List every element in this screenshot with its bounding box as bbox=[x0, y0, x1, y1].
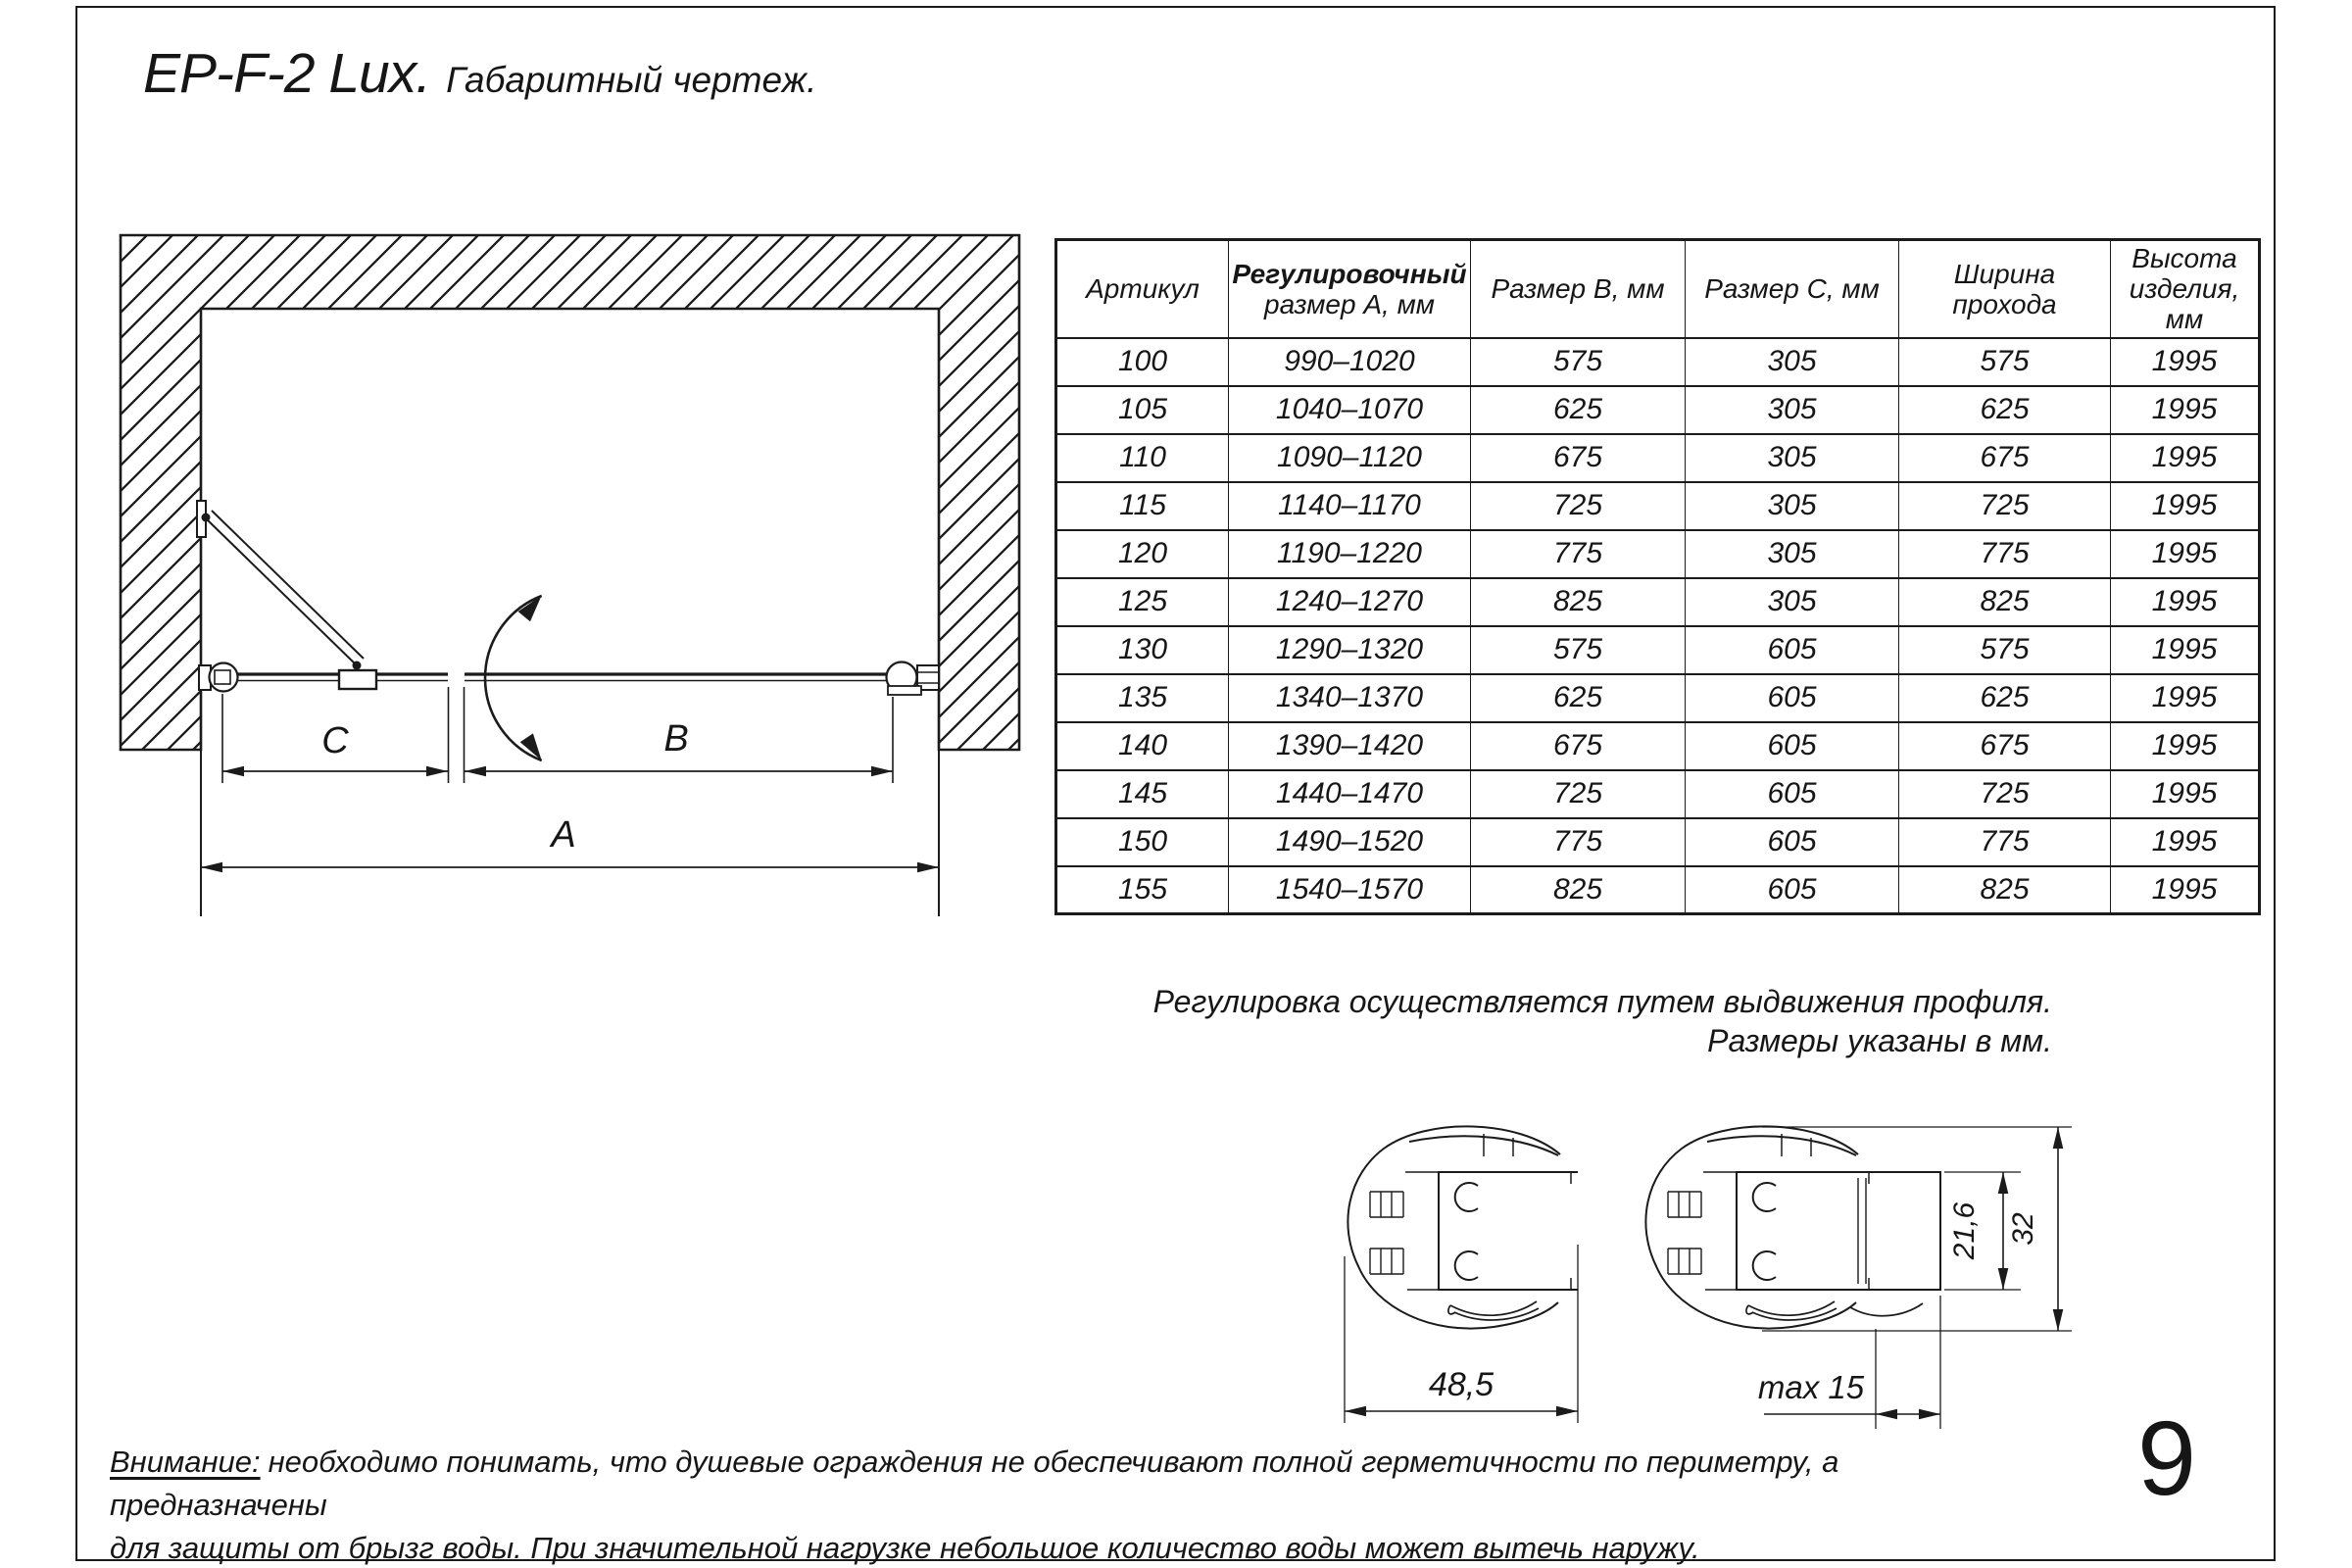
table-cell: 100 bbox=[1056, 338, 1229, 386]
extended-leaf bbox=[1876, 1172, 1940, 1290]
model-name: EP-F-2 Lux. bbox=[143, 42, 431, 105]
table-cell: 1995 bbox=[2111, 674, 2260, 722]
adjustment-notes bbox=[1153, 982, 2052, 1060]
dim-label-height: 32 bbox=[2007, 1212, 2039, 1246]
table-cell: 575 bbox=[1899, 626, 2111, 674]
table-cell: 1995 bbox=[2111, 770, 2260, 818]
table-cell: 1995 bbox=[2111, 482, 2260, 530]
dim-label-overlap: max 15 bbox=[1757, 1369, 1865, 1405]
table-row bbox=[1056, 818, 2260, 866]
table-cell: 775 bbox=[1899, 530, 2111, 578]
table-cell: 305 bbox=[1686, 530, 1899, 578]
profile-section-closed bbox=[1348, 1126, 1578, 1328]
table-row bbox=[1056, 674, 2260, 722]
col-header-size-c: Размер С, мм bbox=[1686, 240, 1899, 338]
table-cell: 625 bbox=[1471, 386, 1686, 434]
table-cell: 1995 bbox=[2111, 386, 2260, 434]
table-cell: 120 bbox=[1056, 530, 1229, 578]
table-cell: 625 bbox=[1471, 674, 1686, 722]
page-title bbox=[143, 41, 816, 106]
dim-a-arrow-left bbox=[201, 862, 222, 873]
page-number: 9 bbox=[2136, 1398, 2197, 1517]
table-cell: 1995 bbox=[2111, 866, 2260, 914]
brace-glass-pin bbox=[353, 662, 362, 670]
table-cell: 675 bbox=[1471, 434, 1686, 482]
table-cell: 775 bbox=[1471, 818, 1686, 866]
left-wall-profile-insert bbox=[215, 670, 230, 684]
plan-drawing bbox=[98, 216, 1058, 931]
table-cell: 775 bbox=[1899, 818, 2111, 866]
size-table-wrap bbox=[1054, 238, 2261, 915]
table-cell: 825 bbox=[1471, 578, 1686, 626]
table-cell: 825 bbox=[1899, 866, 2111, 914]
table-cell: 605 bbox=[1686, 866, 1899, 914]
table-cell: 1490–1520 bbox=[1229, 818, 1471, 866]
table-row bbox=[1056, 338, 2260, 386]
table-cell: 105 bbox=[1056, 386, 1229, 434]
table-cell: 1140–1170 bbox=[1229, 482, 1471, 530]
warning-line2: для защиты от брызг воды. При значительной нагрузке небольшое количество воды может вытечь наружу. bbox=[110, 1531, 1700, 1565]
table-cell: 1995 bbox=[2111, 626, 2260, 674]
dim-channel-arrow-top bbox=[1998, 1172, 2009, 1194]
table-cell: 1390–1420 bbox=[1229, 722, 1471, 770]
hinge-bracket bbox=[888, 686, 921, 695]
dim-b-arrow-left bbox=[465, 766, 486, 777]
table-cell: 305 bbox=[1686, 578, 1899, 626]
table-cell: 725 bbox=[1899, 770, 2111, 818]
dim-label-b: B bbox=[663, 718, 689, 760]
profile-sections-drawing bbox=[1303, 1068, 2097, 1480]
table-cell: 1995 bbox=[2111, 722, 2260, 770]
brace-wall-pin bbox=[202, 514, 211, 522]
table-cell: 115 bbox=[1056, 482, 1229, 530]
dim-height-arrow-bottom bbox=[2053, 1309, 2064, 1331]
table-cell: 305 bbox=[1686, 434, 1899, 482]
table-cell: 675 bbox=[1471, 722, 1686, 770]
table-cell: 1995 bbox=[2111, 530, 2260, 578]
dim-label-c: C bbox=[321, 720, 349, 761]
dim-label-a: A bbox=[551, 814, 576, 856]
table-cell: 575 bbox=[1471, 338, 1686, 386]
dim-overlap-arrow-left bbox=[1876, 1409, 1897, 1420]
wall-hatch bbox=[121, 235, 1019, 750]
warning-text bbox=[110, 1441, 2031, 1568]
table-row bbox=[1056, 722, 2260, 770]
table-row bbox=[1056, 386, 2260, 434]
size-table-header bbox=[1056, 240, 2260, 338]
table-cell: 675 bbox=[1899, 722, 2111, 770]
dim-width-arrow-left bbox=[1345, 1406, 1366, 1417]
table-cell: 1995 bbox=[2111, 578, 2260, 626]
glass-clamp bbox=[339, 670, 376, 689]
table-row bbox=[1056, 866, 2260, 914]
drawing-subtitle: Габаритный чертеж. bbox=[446, 60, 817, 100]
support-brace bbox=[205, 511, 364, 665]
note-line: Размеры указаны в мм. bbox=[1707, 1023, 2052, 1058]
col-header-article: Артикул bbox=[1056, 240, 1229, 338]
table-cell: 140 bbox=[1056, 722, 1229, 770]
table-cell: 155 bbox=[1056, 866, 1229, 914]
table-cell: 1340–1370 bbox=[1229, 674, 1471, 722]
table-cell: 1290–1320 bbox=[1229, 626, 1471, 674]
dim-height-arrow-top bbox=[2053, 1127, 2064, 1149]
dim-a-arrow-right bbox=[917, 862, 939, 873]
table-cell: 575 bbox=[1899, 338, 2111, 386]
note-line: Регулировка осуществляется путем выдвижения профиля. bbox=[1152, 984, 2052, 1019]
table-cell: 305 bbox=[1686, 482, 1899, 530]
table-cell: 625 bbox=[1899, 674, 2111, 722]
table-cell: 725 bbox=[1899, 482, 2111, 530]
table-row bbox=[1056, 434, 2260, 482]
table-cell: 1995 bbox=[2111, 818, 2260, 866]
table-cell: 625 bbox=[1899, 386, 2111, 434]
table-row bbox=[1056, 626, 2260, 674]
size-table-body bbox=[1056, 338, 2260, 914]
table-cell: 1995 bbox=[2111, 338, 2260, 386]
table-cell: 1995 bbox=[2111, 434, 2260, 482]
table-cell: 305 bbox=[1686, 338, 1899, 386]
table-row bbox=[1056, 578, 2260, 626]
table-cell: 605 bbox=[1686, 818, 1899, 866]
dim-channel-arrow-bottom bbox=[1998, 1268, 2009, 1290]
table-cell: 1040–1070 bbox=[1229, 386, 1471, 434]
table-cell: 605 bbox=[1686, 626, 1899, 674]
table-cell: 575 bbox=[1471, 626, 1686, 674]
table-row bbox=[1056, 530, 2260, 578]
table-cell: 135 bbox=[1056, 674, 1229, 722]
extended-seal bbox=[1850, 1303, 1923, 1316]
table-cell: 130 bbox=[1056, 626, 1229, 674]
table-cell: 725 bbox=[1471, 482, 1686, 530]
dim-label-width: 48,5 bbox=[1428, 1366, 1494, 1403]
table-cell: 725 bbox=[1471, 770, 1686, 818]
table-cell: 1190–1220 bbox=[1229, 530, 1471, 578]
table-row bbox=[1056, 482, 2260, 530]
warning-label: Внимание: bbox=[110, 1445, 261, 1479]
col-header-size-b: Размер В, мм bbox=[1471, 240, 1686, 338]
table-cell: 125 bbox=[1056, 578, 1229, 626]
leaf-seam bbox=[1858, 1178, 1866, 1284]
table-cell: 1240–1270 bbox=[1229, 578, 1471, 626]
size-table bbox=[1054, 238, 2261, 915]
table-cell: 775 bbox=[1471, 530, 1686, 578]
col-header-product-height: Высота изделия, мм bbox=[2111, 240, 2260, 338]
dim-b-arrow-right bbox=[871, 766, 893, 777]
dim-c-arrow-right bbox=[426, 766, 448, 777]
table-cell: 825 bbox=[1471, 866, 1686, 914]
table-cell: 150 bbox=[1056, 818, 1229, 866]
profile-section-extended bbox=[1645, 1126, 1876, 1328]
table-cell: 145 bbox=[1056, 770, 1229, 818]
table-cell: 825 bbox=[1899, 578, 2111, 626]
col-header-size-a: Регулировочный размер А, мм bbox=[1229, 240, 1471, 338]
dim-width-arrow-right bbox=[1556, 1406, 1578, 1417]
dim-c-arrow-left bbox=[222, 766, 244, 777]
table-cell: 675 bbox=[1899, 434, 2111, 482]
table-cell: 110 bbox=[1056, 434, 1229, 482]
warning-line1: необходимо понимать, что душевые ограждения не обеспечивают полной герметичности по периметру, а предназначены bbox=[110, 1445, 1839, 1522]
table-cell: 305 bbox=[1686, 386, 1899, 434]
swing-arrow-up bbox=[518, 596, 542, 622]
table-cell: 605 bbox=[1686, 722, 1899, 770]
table-cell: 605 bbox=[1686, 770, 1899, 818]
table-cell: 1090–1120 bbox=[1229, 434, 1471, 482]
table-row bbox=[1056, 770, 2260, 818]
dim-overlap-arrow-right bbox=[1919, 1409, 1940, 1420]
col-header-passage-width: Ширина прохода bbox=[1899, 240, 2111, 338]
table-cell: 1540–1570 bbox=[1229, 866, 1471, 914]
dim-label-channel: 21,6 bbox=[1948, 1201, 1981, 1260]
table-cell: 1440–1470 bbox=[1229, 770, 1471, 818]
table-cell: 605 bbox=[1686, 674, 1899, 722]
table-cell: 990–1020 bbox=[1229, 338, 1471, 386]
